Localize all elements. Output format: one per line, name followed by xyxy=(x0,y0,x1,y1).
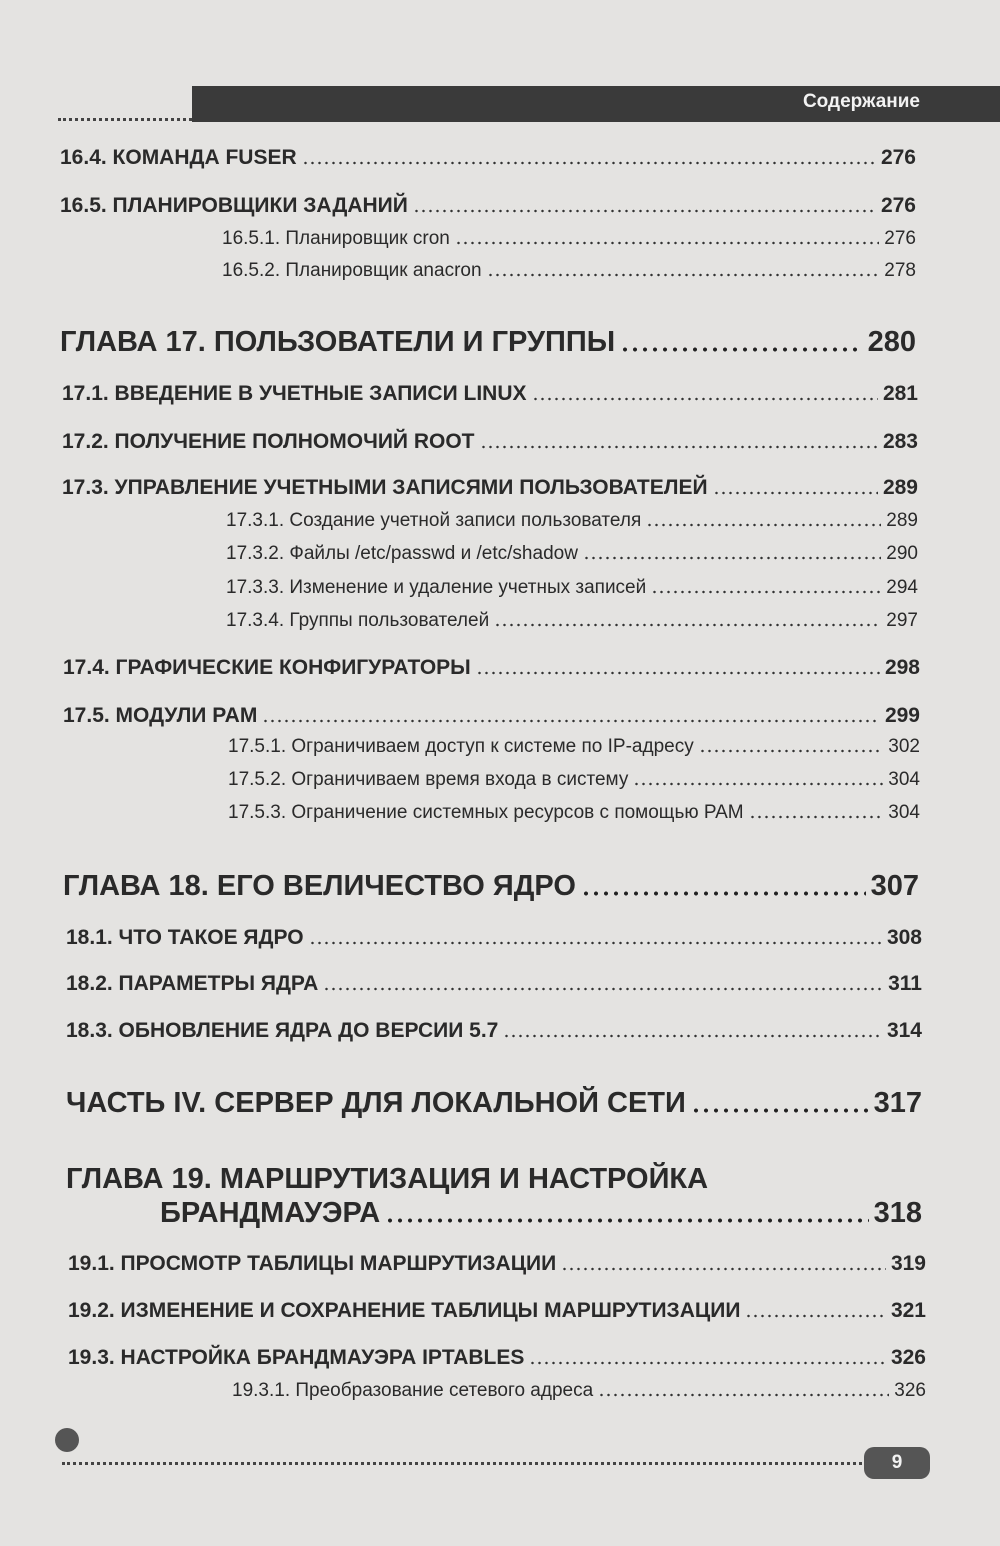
toc-entry-page: 299 xyxy=(884,704,920,727)
footer-dotted-rule xyxy=(62,1462,868,1465)
dot-leader xyxy=(487,262,880,281)
toc-entry-page: 314 xyxy=(886,1019,922,1042)
dot-leader xyxy=(494,612,881,631)
dot-leader xyxy=(385,1199,868,1228)
dot-leader xyxy=(745,1301,886,1322)
toc-entry-title: 16.5.2. Планировщик anacron xyxy=(222,260,482,281)
toc-entry-title: 17.5.1. Ограничиваем доступ к системе по IP-адресу xyxy=(228,736,694,757)
toc-entry-page: 276 xyxy=(880,194,916,217)
toc-entry xyxy=(60,146,916,170)
dot-leader xyxy=(455,230,879,249)
toc-entry xyxy=(66,972,922,996)
toc-entry-page: 298 xyxy=(884,656,920,679)
toc-entry-title: 18.3. ОБНОВЛЕНИЕ ЯДРА ДО ВЕРСИИ 5.7 xyxy=(66,1019,499,1042)
toc-entry-page: 302 xyxy=(888,736,920,757)
dot-leader xyxy=(476,658,880,679)
toc-entry-page: 304 xyxy=(888,769,920,790)
dot-leader xyxy=(646,512,881,531)
toc-entry-page: 283 xyxy=(882,430,918,453)
dot-leader xyxy=(413,196,876,217)
toc-entry xyxy=(222,228,916,250)
toc-entry-page: 326 xyxy=(890,1346,926,1369)
toc-entry-page: 311 xyxy=(888,972,922,995)
toc-entry-page: 308 xyxy=(886,926,922,949)
toc-entry-title: 17.5.2. Ограничиваем время входа в систему xyxy=(228,769,629,790)
toc-entry-page: 289 xyxy=(882,476,918,499)
toc-entry-title: 16.5.1. Планировщик cron xyxy=(222,228,450,249)
dot-leader xyxy=(561,1254,886,1275)
toc-entry xyxy=(222,260,916,282)
dot-leader xyxy=(633,771,883,790)
toc-entry xyxy=(228,736,920,758)
toc-entry-title: 17.3.2. Файлы /etc/passwd и /etc/shadow xyxy=(226,543,578,564)
toc-entry-title: 16.4. КОМАНДА FUSER xyxy=(60,146,297,169)
toc-chapter xyxy=(160,1197,922,1230)
toc-chapter xyxy=(63,870,919,903)
dot-leader xyxy=(583,545,881,564)
toc-entry-page: 280 xyxy=(867,326,916,358)
toc-entry-title: 19.2. ИЗМЕНЕНИЕ И СОХРАНЕНИЕ ТАБЛИЦЫ МАРШРУТИЗАЦИИ xyxy=(68,1299,741,1322)
toc-entry xyxy=(62,382,918,406)
toc-entry xyxy=(68,1252,926,1276)
toc-entry-title: 18.1. ЧТО ТАКОЕ ЯДРО xyxy=(66,926,304,949)
toc-entry-title: 18.2. ПАРАМЕТРЫ ЯДРА xyxy=(66,972,319,995)
toc-entry-title: 17.3.3. Изменение и удаление учетных записей xyxy=(226,577,647,598)
toc-entry xyxy=(226,543,918,565)
toc-entry-title: 16.5. ПЛАНИРОВЩИКИ ЗАДАНИЙ xyxy=(60,194,408,217)
dot-leader xyxy=(713,478,878,499)
toc-entry-page: 318 xyxy=(873,1197,922,1229)
toc-entry-title: ГЛАВА 17. ПОЛЬЗОВАТЕЛИ И ГРУППЫ xyxy=(60,326,616,358)
toc-entry xyxy=(60,194,916,218)
toc-entry-title: ГЛАВА 18. ЕГО ВЕЛИЧЕСТВО ЯДРО xyxy=(63,870,576,902)
toc-entry xyxy=(68,1299,926,1323)
dot-leader xyxy=(262,706,880,727)
running-header-title: Содержание xyxy=(802,91,920,112)
toc-entry-title: 17.5.3. Ограничение системных ресурсов с помощью PAM xyxy=(228,802,744,823)
toc-entry xyxy=(232,1380,926,1402)
dot-leader xyxy=(620,328,863,357)
toc-entry-page: 294 xyxy=(886,577,918,598)
toc-entry xyxy=(228,802,920,824)
toc-entry xyxy=(62,476,918,500)
dot-leader xyxy=(749,804,884,823)
toc-entry xyxy=(226,510,918,532)
toc-entry xyxy=(63,704,920,728)
footer-circle-ornament xyxy=(55,1428,79,1452)
toc-entry-page: 297 xyxy=(886,610,918,631)
toc-entry-page: 317 xyxy=(873,1087,922,1119)
toc-entry-page: 278 xyxy=(884,260,916,281)
toc-entry xyxy=(226,577,918,599)
toc-entry xyxy=(66,926,922,950)
dot-leader xyxy=(691,1089,869,1118)
toc-entry-title: 19.3. НАСТРОЙКА БРАНДМАУЭРА IPTABLES xyxy=(68,1346,525,1369)
toc-chapter xyxy=(60,326,916,359)
dot-leader xyxy=(480,432,878,453)
toc-entry-page: 289 xyxy=(886,510,918,531)
toc-entry xyxy=(62,430,918,454)
toc-entry-title: 17.1. ВВЕДЕНИЕ В УЧЕТНЫЕ ЗАПИСИ LINUX xyxy=(62,382,527,405)
toc-entry-page: 281 xyxy=(882,382,918,405)
toc-entry-page: 276 xyxy=(884,228,916,249)
toc-entry-page: 321 xyxy=(890,1299,926,1322)
toc-entry-title: 19.1. ПРОСМОТР ТАБЛИЦЫ МАРШРУТИЗАЦИИ xyxy=(68,1252,557,1275)
toc-entry xyxy=(226,610,918,632)
toc-entry xyxy=(68,1346,926,1370)
dot-leader xyxy=(699,738,884,757)
toc-entry-title: 17.5. МОДУЛИ PAM xyxy=(63,704,258,727)
dot-leader xyxy=(581,872,866,901)
dot-leader xyxy=(598,1382,889,1401)
toc-entry xyxy=(63,656,920,680)
toc-entry xyxy=(228,769,920,791)
toc-entry-page: 276 xyxy=(880,146,916,169)
toc-entry-title: 17.3. УПРАВЛЕНИЕ УЧЕТНЫМИ ЗАПИСЯМИ ПОЛЬЗОВАТЕЛЕЙ xyxy=(62,476,708,499)
toc-part xyxy=(66,1087,922,1120)
toc-entry-page: 290 xyxy=(886,543,918,564)
dot-leader xyxy=(302,148,876,169)
toc-entry-title: 17.4. ГРАФИЧЕСКИЕ КОНФИГУРАТОРЫ xyxy=(63,656,471,679)
toc-entry-page: 304 xyxy=(888,802,920,823)
dot-leader xyxy=(309,928,882,949)
page-number-badge: 9 xyxy=(864,1447,930,1479)
toc-entry xyxy=(66,1019,922,1043)
toc-entry-title: 17.2. ПОЛУЧЕНИЕ ПОЛНОМОЧИЙ ROOT xyxy=(62,430,475,453)
toc-entry-page: 326 xyxy=(894,1380,926,1401)
toc-entry-page: 307 xyxy=(870,870,919,902)
toc-entry-page: 319 xyxy=(890,1252,926,1275)
toc-chapter-title-line1: ГЛАВА 19. МАРШРУТИЗАЦИЯ И НАСТРОЙКА xyxy=(66,1163,709,1195)
dot-leader xyxy=(529,1348,886,1369)
toc-entry-title: 17.3.1. Создание учетной записи пользователя xyxy=(226,510,642,531)
toc-entry-title: БРАНДМАУЭРА xyxy=(160,1197,381,1229)
dot-leader xyxy=(323,974,883,995)
dot-leader xyxy=(532,384,878,405)
toc-entry-title: 19.3.1. Преобразование сетевого адреса xyxy=(232,1380,594,1401)
toc-entry-title: ЧАСТЬ IV. СЕРВЕР ДЛЯ ЛОКАЛЬНОЙ СЕТИ xyxy=(66,1087,686,1119)
toc-entry-title: 17.3.4. Группы пользователей xyxy=(226,610,490,631)
dot-leader xyxy=(651,579,881,598)
dot-leader xyxy=(503,1021,882,1042)
